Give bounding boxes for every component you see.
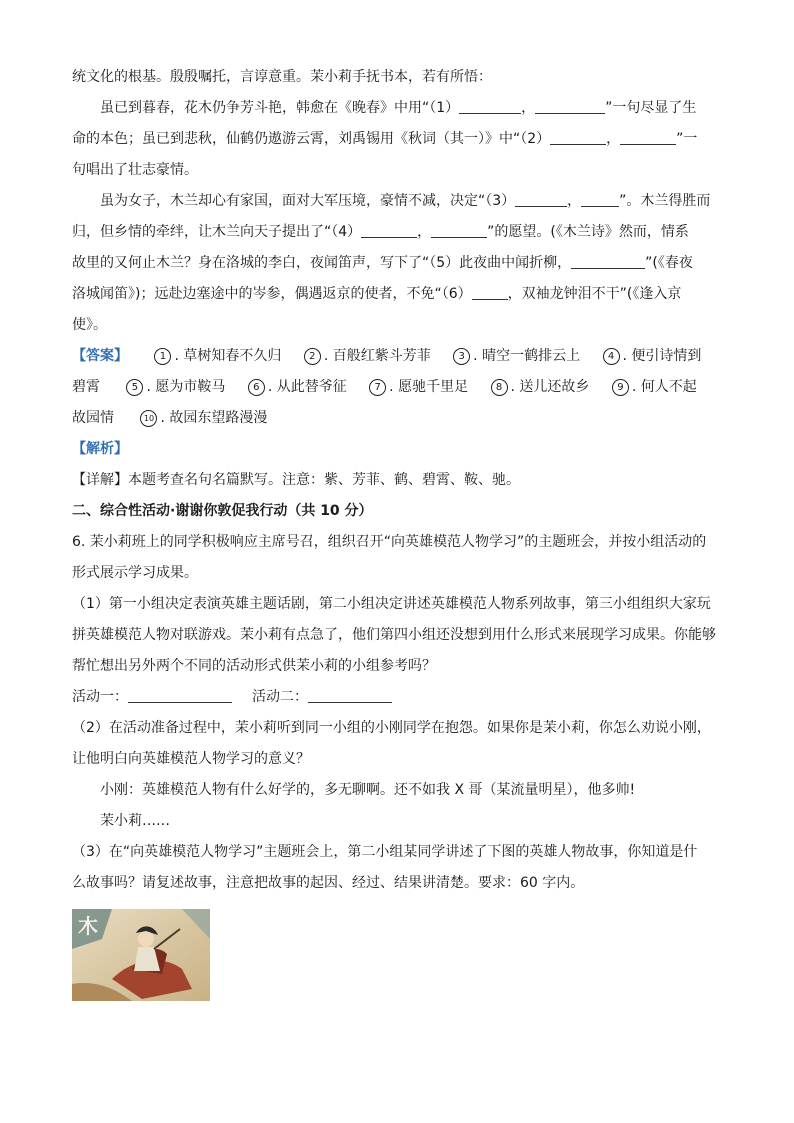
- dialogue-line: 茉小莉……: [100, 813, 170, 829]
- number-badge: 5: [126, 379, 143, 396]
- question-text: 形式展示学习成果。: [72, 565, 198, 581]
- illustration-svg: [72, 909, 210, 1001]
- number-badge: 7: [369, 379, 386, 396]
- svg-text:木: 木: [78, 914, 98, 938]
- number-badge: 6: [248, 379, 265, 396]
- number-badge: 3: [453, 348, 470, 365]
- text-line: 归，但乡情的牵绊，让木兰向天子提出了“（4） ， ”的愿望。(《木兰诗》然而，情系: [72, 217, 724, 248]
- question-text: （3）在“向英雄模范人物学习”主题班会上，第二小组某同学讲述了下图的英雄人物故事，你知道是什: [72, 844, 698, 860]
- answer-item: 4 . 便引诗情到: [603, 348, 702, 364]
- question-text: （2）在活动准备过程中，茉小莉听到同一小组的小刚同学在抱怨。如果你是茉小莉，你怎么劝说小刚，: [72, 720, 711, 736]
- question-text: 么故事吗？请复述故事，注意把故事的起因、经过、结果讲清楚。要求：60 字内。: [72, 875, 585, 891]
- section-title: 二、综合性活动·谢谢你敦促我行动（共 10 分）: [72, 503, 373, 519]
- answer-item: 2 . 百般红紫斗芳菲: [304, 348, 431, 364]
- number-badge: 9: [612, 379, 629, 396]
- answer-line: [72, 341, 724, 372]
- analysis-detail: 【详解】本题考查名句名篇默写。注意：紫、芳菲、鹤、碧霄、鞍、驰。: [72, 472, 520, 488]
- fill-blank[interactable]: [620, 128, 676, 145]
- text-line: 虽已到暮春，花木仍争芳斗艳，韩愈在《晚春》中用“（1） ， ”一句尽显了生: [72, 93, 724, 124]
- answer-item: 9 . 何人不起: [612, 379, 697, 395]
- fill-blank[interactable]: [361, 221, 417, 238]
- answer-tag: 【答案】: [72, 348, 128, 364]
- text-line: 句唱出了壮志豪情。: [72, 162, 198, 178]
- number-badge: 2: [304, 348, 321, 365]
- fill-blank[interactable]: [571, 252, 645, 269]
- question-text: 让他明白向英雄模范人物学习的意义？: [72, 751, 310, 767]
- activity-one-blank[interactable]: [128, 686, 232, 703]
- fill-blank[interactable]: [472, 283, 508, 300]
- hero-story-illustration: [72, 909, 210, 1001]
- question-text: （1）第一小组决定表演英雄主题话剧，第二小组决定讲述英雄模范人物系列故事，第三小组组织大家玩: [72, 596, 711, 612]
- answer-item: 5 . 愿为市鞍马: [126, 379, 225, 395]
- number-badge: 4: [603, 348, 620, 365]
- number-badge: 10: [140, 410, 157, 427]
- activity-line: 活动一： 活动二：: [72, 682, 724, 713]
- fill-blank[interactable]: [459, 97, 521, 114]
- question-text: 6. 茉小莉班上的同学积极响应主席号召，组织召开“向英雄模范人物学习”的主题班会，并按小组活动的: [72, 534, 707, 550]
- analysis-tag: 【解析】: [72, 441, 128, 457]
- answer-item: 1 . 草树知春不久归: [154, 348, 281, 364]
- text-line: 故里的又何止木兰？身在洛城的李白，夜闻笛声，写下了“（5）此夜曲中闻折柳， ”(《春夜: [72, 248, 724, 279]
- number-badge: 1: [154, 348, 171, 365]
- answer-line: 碧霄 5 . 愿为市鞍马 6 . 从此替爷征 7 . 愿驰千里足 8 . 送儿还故乡 9 . 何人不起: [72, 379, 697, 395]
- fill-blank[interactable]: [581, 190, 619, 207]
- dialogue-line: 小刚：英雄模范人物有什么好学的，多无聊啊。还不如我 X 哥（某流量明星），他多帅!: [100, 782, 636, 798]
- fill-blank[interactable]: [550, 128, 606, 145]
- fill-blank[interactable]: [515, 190, 567, 207]
- answer-item: 10 . 故园东望路漫漫: [140, 410, 267, 426]
- text-line: 洛城闻笛》)；远赴边塞途中的岑参，偶遇返京的使者，不免“（6） ，双袖龙钟泪不干”(《逢入京: [72, 279, 724, 310]
- number-badge: 8: [491, 379, 508, 396]
- text-line: 虽为女子，木兰却心有家国，面对大军压境，豪情不减，决定“（3） ， ”。木兰得胜而: [72, 186, 724, 217]
- answer-line: 故园情 10 . 故园东望路漫漫: [72, 410, 268, 426]
- answer-item: 7 . 愿驰千里足: [369, 379, 468, 395]
- answer-item: 3 . 晴空一鹤排云上: [453, 348, 580, 364]
- fill-blank[interactable]: [535, 97, 605, 114]
- activity-two-blank[interactable]: [308, 686, 392, 703]
- text-line: 命的本色；虽已到悲秋，仙鹤仍遨游云霄，刘禹锡用《秋词（其一）》中“（2） ， ”一: [72, 124, 724, 155]
- fill-blank[interactable]: [431, 221, 487, 238]
- document-body: [72, 62, 724, 899]
- answer-item: 8 . 送儿还故乡: [491, 379, 590, 395]
- text-line: 使》。: [72, 317, 107, 333]
- question-text: 拼英雄模范人物对联游戏。茉小莉有点急了，他们第四小组还没想到用什么形式来展现学习成果。你能够: [72, 627, 716, 643]
- text-line: 统文化的根基。殷殷嘱托，言谆意重。茉小莉手抚书本，若有所悟：: [72, 69, 492, 85]
- question-text: 帮忙想出另外两个不同的活动形式供茉小莉的小组参考吗？: [72, 658, 436, 674]
- answer-item: 6 . 从此替爷征: [248, 379, 347, 395]
